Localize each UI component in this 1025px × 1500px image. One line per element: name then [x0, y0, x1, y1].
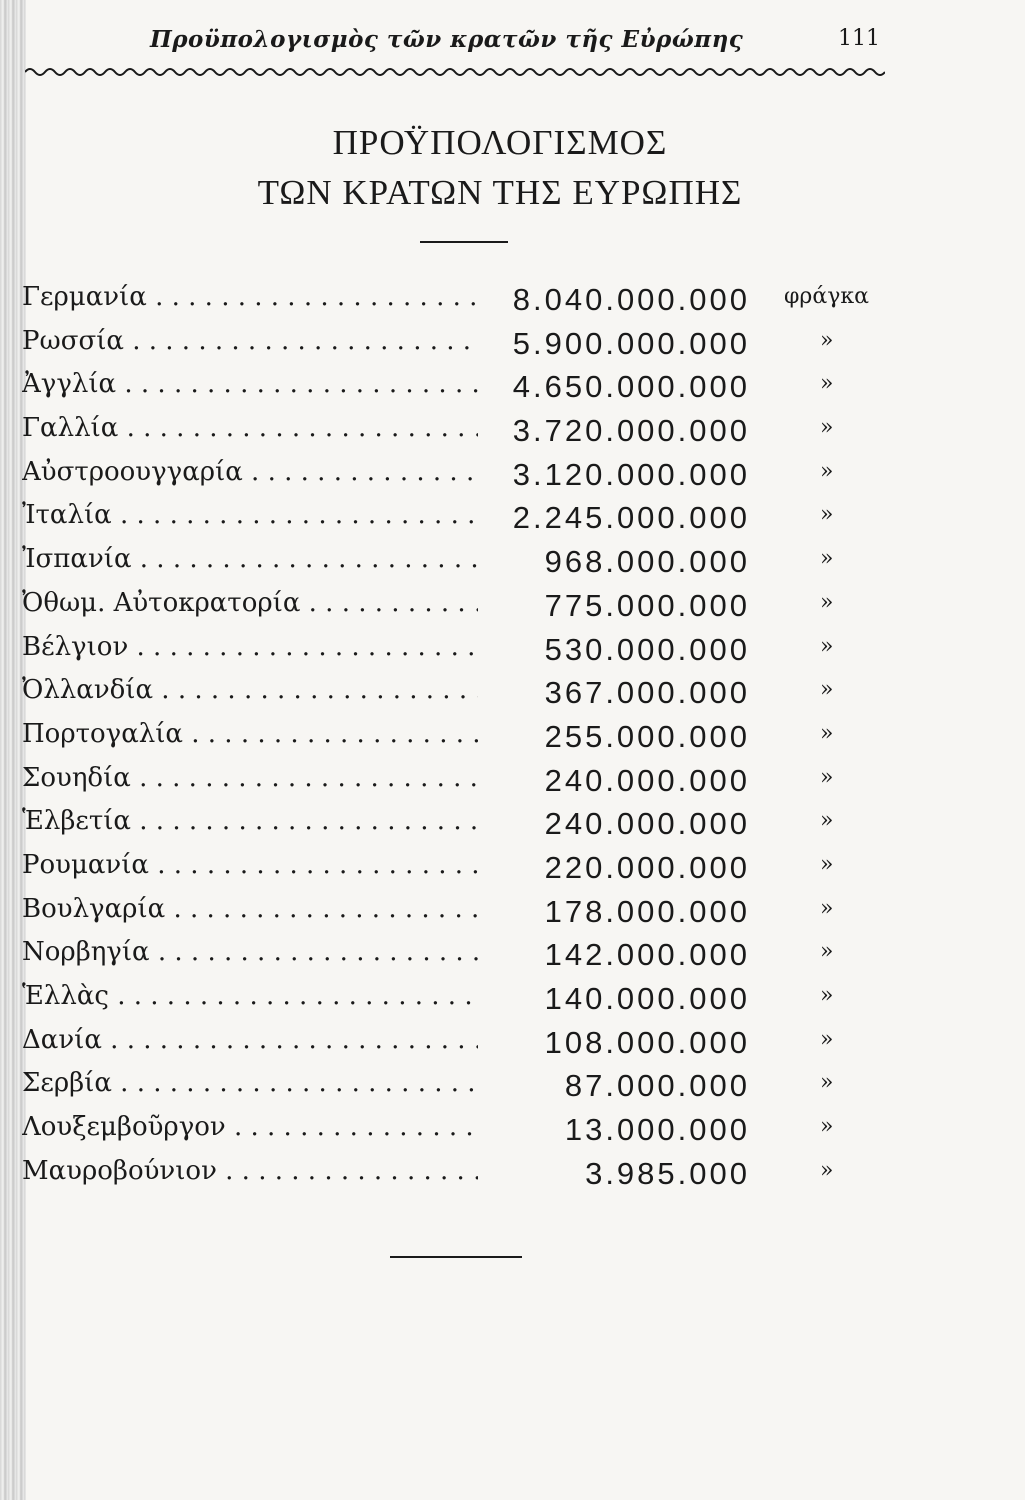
ditto-mark: » — [820, 633, 834, 659]
country-name: Ἰσπανία . . . — [22, 544, 478, 574]
country-name: Σουηδία . . . — [22, 763, 478, 793]
ditto-mark: » — [820, 415, 834, 441]
country-name: Ἀγγλία . . . — [22, 369, 478, 399]
page-title-line-2: ΤΩΝ ΚΡΑΤΩΝ ΤΗΣ ΕΥΡΩΠΗΣ — [257, 173, 743, 212]
ditto-mark: » — [820, 371, 834, 397]
table-row — [0, 542, 1025, 586]
ditto-mark: » — [820, 1070, 834, 1096]
budget-amount: 3.985.000 — [585, 1155, 750, 1191]
budget-amount: 13.000.000 — [564, 1112, 750, 1148]
budget-amount: 3.720.000.000 — [512, 413, 750, 449]
table-row — [0, 1023, 1025, 1067]
country-name: Ἑλλὰς . . . — [22, 981, 478, 1011]
ditto-mark: » — [820, 1157, 834, 1183]
table-row — [0, 1110, 1025, 1154]
budget-amount: 240.000.000 — [544, 806, 750, 842]
country-name: Ὀλλανδία . . . — [22, 675, 478, 705]
ditto-mark: » — [820, 589, 834, 615]
budget-amount: 255.000.000 — [544, 718, 750, 754]
ditto-mark: » — [820, 502, 834, 528]
table-row — [0, 280, 1025, 324]
budget-amount: 367.000.000 — [544, 675, 750, 711]
table-row — [0, 892, 1025, 936]
budget-amount: 968.000.000 — [544, 544, 750, 580]
budget-amount: 775.000.000 — [544, 587, 750, 623]
table-row — [0, 1154, 1025, 1198]
country-name: Βέλγιον . . . — [22, 632, 478, 662]
budget-amount: 4.650.000.000 — [512, 369, 750, 405]
ditto-mark: » — [820, 764, 834, 790]
country-name: Ὀθωμ. Αὐτοκρατορία . . . — [22, 588, 478, 618]
table-row — [0, 586, 1025, 630]
wavy-header-rule — [25, 64, 885, 80]
table-row — [0, 848, 1025, 892]
country-name: Ἑλβετία . . . — [22, 806, 478, 836]
table-row — [0, 498, 1025, 542]
running-head-title: Προϋπολογισμὸς τῶν κρατῶν τῆς Εὐρώπης — [150, 26, 744, 53]
budget-amount: 142.000.000 — [544, 937, 750, 973]
country-name: Δανία . . . — [22, 1025, 478, 1055]
table-row — [0, 717, 1025, 761]
budget-amount: 240.000.000 — [544, 762, 750, 798]
ditto-mark: » — [820, 720, 834, 746]
title-underline — [420, 241, 508, 243]
country-name: Γαλλία . . . — [22, 413, 478, 443]
country-name: Πορτογαλία . . . — [22, 719, 478, 749]
ditto-mark: » — [820, 546, 834, 572]
page-title — [0, 118, 1000, 218]
table-row — [0, 673, 1025, 717]
table-row — [0, 935, 1025, 979]
table-row — [0, 804, 1025, 848]
ditto-mark: » — [820, 939, 834, 965]
page-title-line-1: ΠΡΟΫΠΟΛΟΓΙΣΜΟΣ — [332, 123, 668, 162]
table-row — [0, 761, 1025, 805]
page-number: 111 — [838, 26, 880, 51]
ditto-mark: » — [820, 1114, 834, 1140]
table-row — [0, 411, 1025, 455]
ditto-mark: » — [820, 1026, 834, 1052]
country-name: Ρουμανία . . . — [22, 850, 478, 880]
budget-amount: 3.120.000.000 — [512, 456, 750, 492]
budget-amount: 140.000.000 — [544, 981, 750, 1016]
ditto-mark: » — [820, 851, 834, 877]
table-row — [0, 1066, 1025, 1110]
ditto-mark: » — [820, 677, 834, 703]
budget-amount: 5.900.000.000 — [512, 325, 750, 361]
country-name: Μαυροβούνιον . . . — [22, 1156, 478, 1186]
ditto-mark: » — [820, 458, 834, 484]
ditto-mark: » — [820, 983, 834, 1008]
budget-amount: 2.245.000.000 — [512, 500, 750, 536]
country-name: Ἰταλία . . . — [22, 500, 478, 530]
country-name: Ρωσσία . . . — [22, 326, 478, 356]
budget-table — [0, 280, 1025, 1197]
country-name: Σερβία . . . — [22, 1068, 478, 1098]
budget-amount: 8.040.000.000 — [512, 282, 750, 317]
budget-amount: 220.000.000 — [544, 849, 750, 885]
budget-amount: 108.000.000 — [544, 1024, 750, 1060]
budget-amount: 178.000.000 — [544, 893, 750, 929]
table-row — [0, 455, 1025, 499]
table-row — [0, 630, 1025, 674]
ditto-mark: » — [820, 808, 834, 834]
currency-unit: φράγκα — [784, 284, 869, 309]
table-row — [0, 367, 1025, 411]
country-name: Νορβηγία . . . — [22, 937, 478, 967]
budget-amount: 530.000.000 — [544, 631, 750, 667]
table-row — [0, 324, 1025, 368]
country-name: Βουλγαρία . . . — [22, 894, 478, 924]
ditto-mark: » — [820, 327, 834, 353]
country-name: Γερμανία . . . — [22, 282, 478, 312]
budget-amount: 87.000.000 — [564, 1068, 750, 1104]
country-name: Αὐστροουγγαρία . . . — [22, 457, 478, 487]
closing-rule — [390, 1256, 522, 1258]
ditto-mark: » — [820, 895, 834, 921]
country-name: Λουξεμβοῦργον . . . — [22, 1112, 478, 1142]
table-row — [0, 979, 1025, 1023]
